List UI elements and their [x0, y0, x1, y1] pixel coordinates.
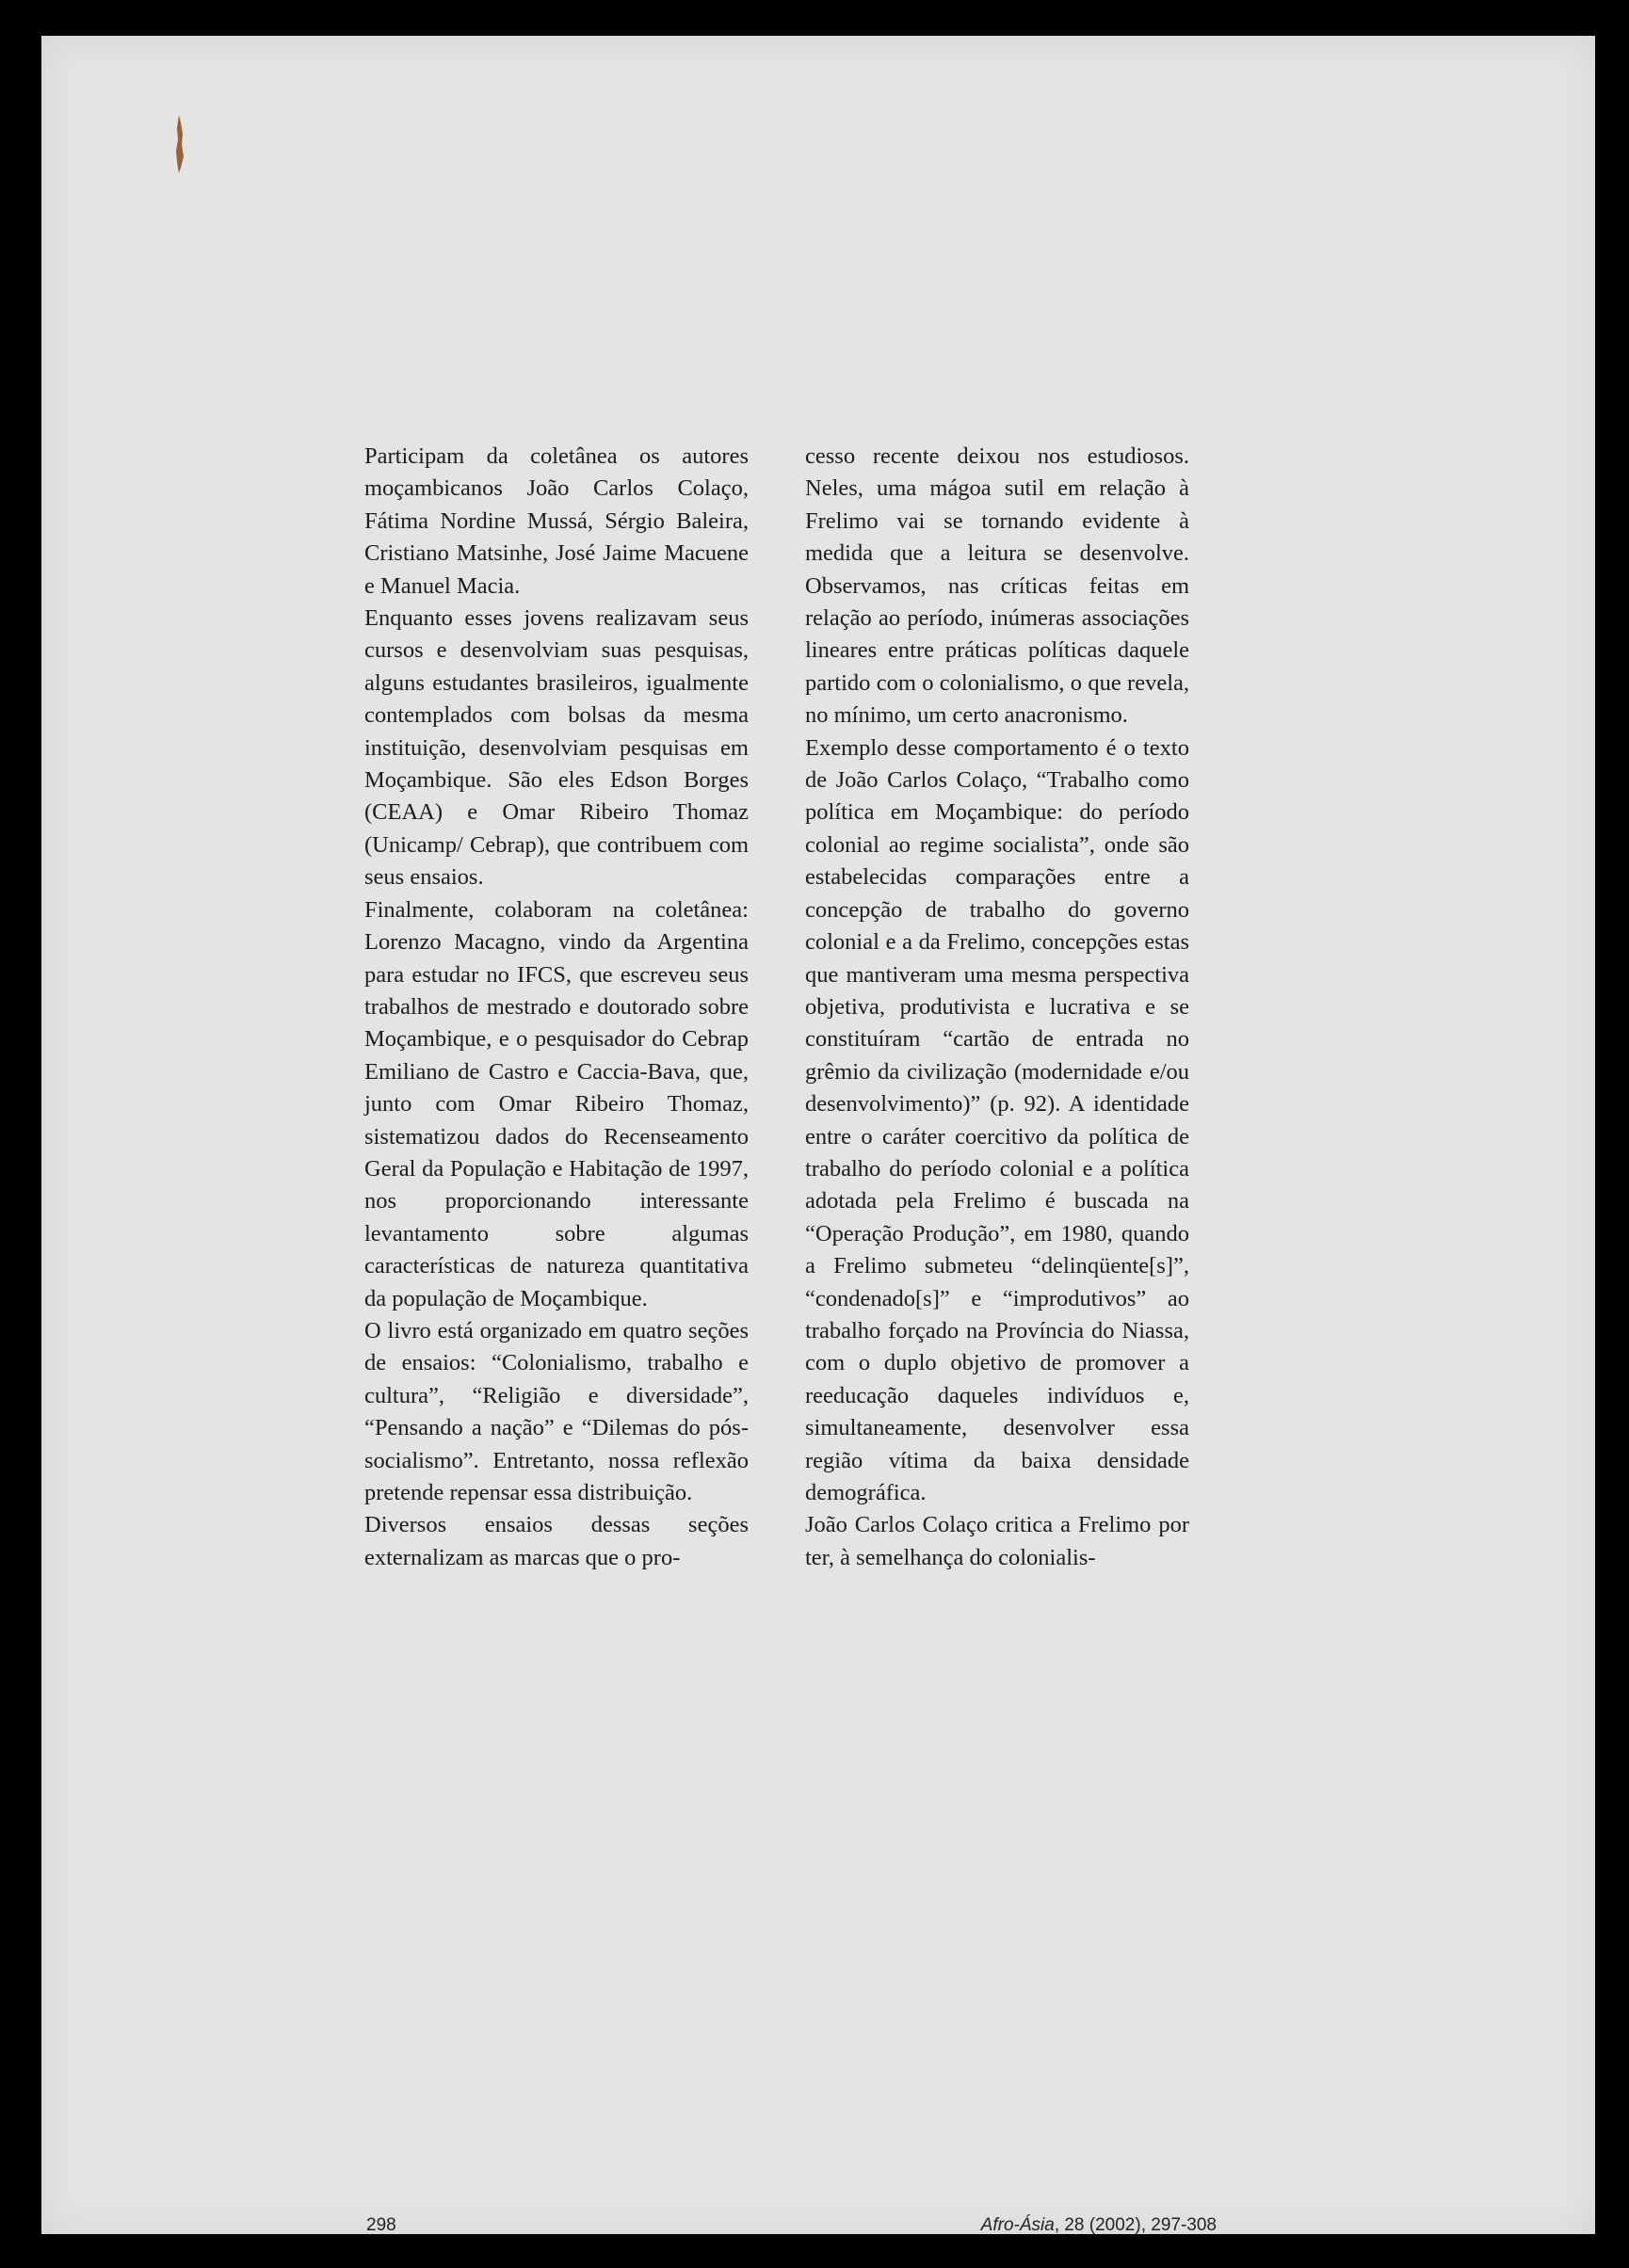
paragraph: O livro está organizado em quatro seções de ensaios: “Colonialismo, trabalho e cultura”, “Religião e diversidade”, “Pensando a nação” e “Dilemas do pós-socialismo”. Entretanto, nossa reflexão pretende repensar essa distribuição. — [364, 1317, 749, 1505]
paragraph: Enquanto esses jovens realizavam seus cursos e desenvolviam suas pesquisas, alguns estudantes brasileiros, igualmente contemplados com bolsas da mesma instituição, desenvolviam pesquisas em Moçambique. São eles Edson Borges (CEAA) e Omar Ribeiro Thomaz (Unicamp/ Cebrap), que contribuem com seus ensaios. — [364, 605, 749, 891]
citation-line — [981, 2215, 1217, 2236]
paragraph: Finalmente, colaboram na coletânea: Lorenzo Macagno, vindo da Argentina para estudar no IFCS, que escreveu seus trabalhos de mestrado e doutorado sobre Moçambique, e o pesquisador do Cebrap Emiliano de Castro e Caccia-Bava, que, junto com Omar Ribeiro Thomaz, sistematizou dados do Recenseamento Geral da População e Habitação de 1997, nos proporcionando interessante levantamento sobre algumas características de natureza quantitativa da população de Moçambique. — [364, 896, 749, 1311]
paragraph: Exemplo desse comportamento é o texto de João Carlos Colaço, “Trabalho como política em Moçambique: do período colonial ao regime socialista”, onde são estabelecidas comparações entre a concepção de trabalho do governo colonial e a da Frelimo, concepções estas que mantiveram uma mesma perspectiva objetiva, produtivista e lucrativa e se constituíram “cartão de entrada no grêmio da civilização (modernidade e/ou desenvolvimento)” (p. 92). A identidade entre o caráter coercitivo da política de trabalho do período colonial e a política adotada pela Frelimo é buscada na “Operação Produção”, em 1980, quando a Frelimo submeteu “delinqüente[s]”, “condenado[s]” e “improdutivos” ao trabalho forçado na Província do Niassa, com o duplo objetivo de promover a reeducação daqueles indivíduos e, simultaneamente, desenvolver essa região vítima da baixa densidade demográfica. — [805, 734, 1189, 1505]
paragraph: Participam da coletânea os autores moçambicanos João Carlos Colaço, Fátima Nordine Mussá, Sérgio Baleira, Cristiano Matsinhe, José Jaime Macuene e Manuel Macia. — [364, 443, 749, 599]
right-text-column — [805, 441, 1189, 1574]
journal-title: Afro-Ásia — [980, 2215, 1055, 2235]
issue-citation: , 28 (2002), 297-308 — [1054, 2215, 1217, 2235]
paragraph: João Carlos Colaço critica a Frelimo por ter, à semelhança do colonialis- — [805, 1512, 1189, 1570]
paragraph: Diversos ensaios dessas seções externalizam as marcas que o pro- — [364, 1512, 749, 1570]
paragraph: cesso recente deixou nos estudiosos. Neles, uma mágoa sutil em relação à Frelimo vai se tornando evidente à medida que a leitura se desenvolve. Observamos, nas críticas feitas em relação ao período, inúmeras associações lineares entre práticas políticas daquele partido com o colonialismo, o que revela, no mínimo, um certo anacronismo. — [805, 443, 1189, 729]
left-text-column — [364, 441, 749, 1574]
page-number: 298 — [366, 2215, 396, 2235]
ink-stain-mark — [174, 115, 185, 173]
